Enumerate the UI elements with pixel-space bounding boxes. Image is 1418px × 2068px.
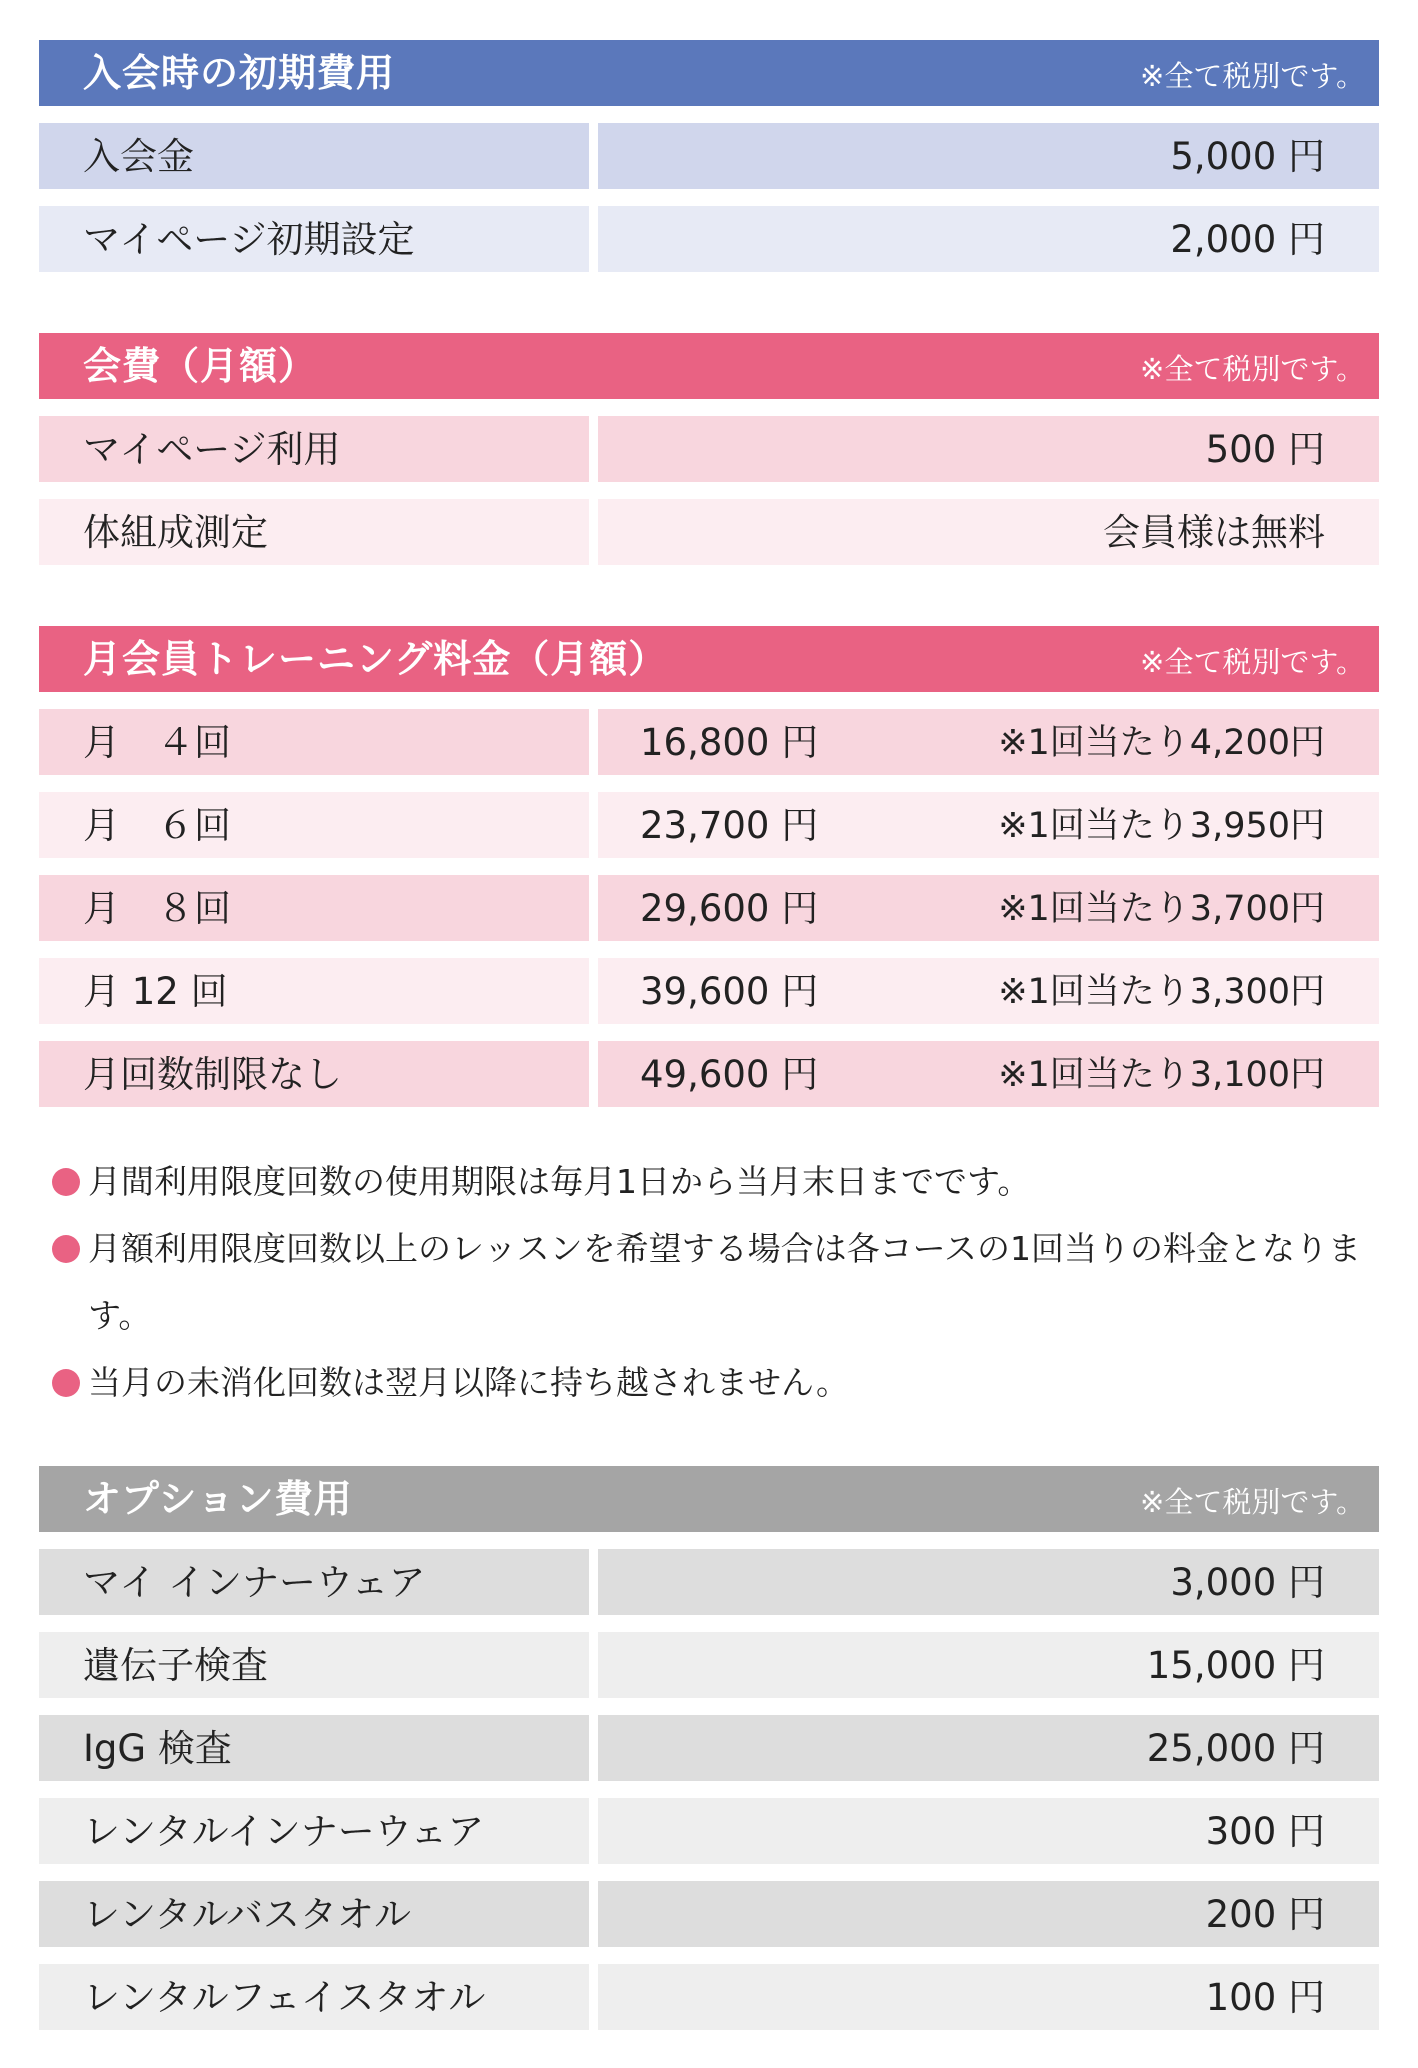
monthly-fees-section — [39, 333, 1379, 565]
tax-note: ※全て税別です。 — [1140, 352, 1365, 386]
table-row — [39, 206, 1379, 272]
row-label: IgG 検査 — [83, 1727, 232, 1770]
row-value: 500 円 — [1205, 428, 1325, 471]
table-row — [39, 123, 1379, 189]
table-row — [39, 1715, 1379, 1781]
row-price: 29,600 円 — [640, 887, 819, 930]
notes-list — [52, 1148, 1382, 1416]
row-value: 15,000 円 — [1146, 1644, 1325, 1687]
note-text: 月間利用限度回数の使用期限は毎月1日から当月末日までです。 — [88, 1162, 1031, 1201]
row-label: マイページ初期設定 — [83, 218, 415, 261]
section-header — [39, 626, 1379, 692]
table-row — [39, 1549, 1379, 1615]
per-session-price: ※1回当たり4,200円 — [998, 723, 1325, 763]
table-row — [39, 1041, 1379, 1107]
row-label: 月 ４回 — [83, 721, 231, 764]
row-price: 49,600 円 — [640, 1053, 819, 1096]
list-item — [52, 1349, 1382, 1416]
row-value: 2,000 円 — [1170, 218, 1325, 261]
note-text: 当月の未消化回数は翌月以降に持ち越されません。 — [88, 1363, 849, 1402]
section-title: 会費（月額） — [83, 344, 318, 388]
section-header — [39, 1466, 1379, 1532]
bullet-icon — [52, 1369, 80, 1397]
row-value: 5,000 円 — [1170, 135, 1325, 178]
table-row — [39, 1881, 1379, 1947]
table-row — [39, 958, 1379, 1024]
table-row — [39, 1964, 1379, 2030]
row-value: 300 円 — [1205, 1810, 1325, 1853]
row-value: 25,000 円 — [1146, 1727, 1325, 1770]
section-title: 月会員トレーニング料金（月額） — [83, 637, 668, 681]
note-text: 月額利用限度回数以上のレッスンを希望する場合は各コースの1回当りの料金となります。 — [88, 1229, 1362, 1335]
row-value: 3,000 円 — [1170, 1561, 1325, 1604]
table-row — [39, 1798, 1379, 1864]
section-title: オプション費用 — [83, 1477, 353, 1521]
row-price: 23,700 円 — [640, 804, 819, 847]
per-session-price: ※1回当たり3,950円 — [998, 806, 1325, 846]
row-label: レンタルインナーウェア — [83, 1810, 485, 1853]
table-row — [39, 875, 1379, 941]
bullet-icon — [52, 1168, 80, 1196]
row-value: 100 円 — [1205, 1976, 1325, 2019]
per-session-price: ※1回当たり3,700円 — [998, 889, 1325, 929]
section-header — [39, 333, 1379, 399]
table-row — [39, 792, 1379, 858]
row-label: 月回数制限なし — [83, 1053, 342, 1096]
bullet-icon — [52, 1235, 80, 1263]
row-label: 遺伝子検査 — [83, 1644, 268, 1687]
list-item — [52, 1215, 1382, 1349]
row-label: 体組成測定 — [83, 511, 268, 554]
training-fees-section — [39, 626, 1379, 1107]
table-row — [39, 709, 1379, 775]
tax-note: ※全て税別です。 — [1140, 645, 1365, 679]
table-row — [39, 499, 1379, 565]
row-label: 月 ８回 — [83, 887, 231, 930]
row-label: レンタルバスタオル — [83, 1893, 412, 1936]
row-value: 200 円 — [1205, 1893, 1325, 1936]
per-session-price: ※1回当たり3,300円 — [998, 972, 1325, 1012]
per-session-price: ※1回当たり3,100円 — [998, 1055, 1325, 1095]
row-label: マイ インナーウェア — [83, 1561, 426, 1604]
row-label: 入会金 — [83, 135, 194, 178]
row-label: 月 ６回 — [83, 804, 231, 847]
section-header — [39, 40, 1379, 106]
options-section — [39, 1466, 1379, 2030]
table-row — [39, 1632, 1379, 1698]
row-value: 会員様は無料 — [1103, 511, 1325, 554]
row-price: 16,800 円 — [640, 721, 819, 764]
row-label: マイページ利用 — [83, 428, 341, 471]
table-row — [39, 416, 1379, 482]
tax-note: ※全て税別です。 — [1140, 1485, 1365, 1519]
row-price: 39,600 円 — [640, 970, 819, 1013]
row-label: レンタルフェイスタオル — [83, 1976, 486, 2019]
row-label: 月 12 回 — [83, 970, 228, 1013]
initial-fees-section — [39, 40, 1379, 272]
section-title: 入会時の初期費用 — [83, 51, 396, 95]
tax-note: ※全て税別です。 — [1140, 59, 1365, 93]
list-item — [52, 1148, 1382, 1215]
